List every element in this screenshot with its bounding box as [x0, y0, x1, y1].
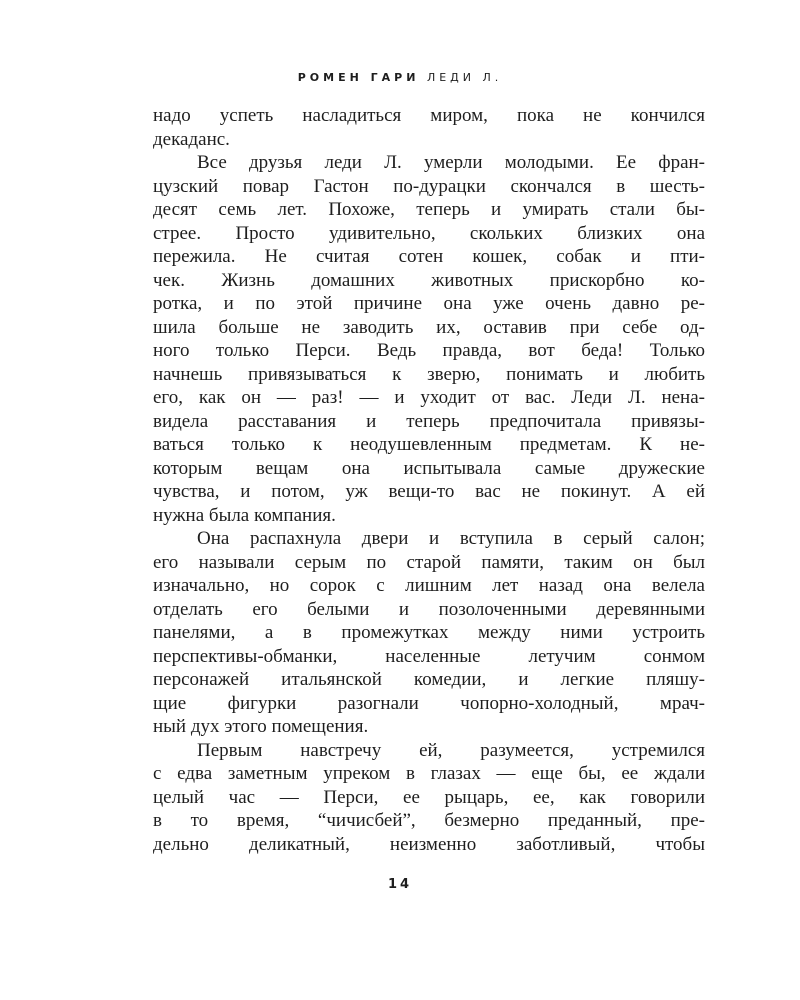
text-line: изначально, но сорок с лишним лет назад она велела: [153, 575, 705, 596]
text-line: персонажей итальянской комедии, и легкие пляшу-: [153, 669, 705, 690]
text-line: ваться только к неодушевленным предметам. К не-: [153, 434, 705, 455]
text-line: перспективы-обманки, населенные летучим сонмом: [153, 645, 705, 667]
text-line: Все друзья леди Л. умерли молодыми. Ее фран-: [197, 152, 705, 173]
text-line: отделать его белыми и позолоченными деревянными: [153, 598, 705, 620]
text-line: декаданс.: [153, 128, 230, 150]
text-line: в то время, “чичисбей”, безмерно преданный, пре-: [153, 810, 705, 831]
text-line: десят семь лет. Похоже, теперь и умирать стали бы-: [153, 199, 705, 220]
running-head-author: РОМЕН ГАРИ: [297, 71, 420, 84]
text-line: цузский повар Гастон по-дурацки скончался в шесть-: [153, 175, 705, 197]
text-line: пережила. Не считая сотен кошек, собак и пти-: [153, 246, 705, 267]
text-line: шила больше не заводить их, оставив при себе од-: [153, 316, 705, 338]
text-line: его, как он — раз! — и уходит от вас. Леди Л. нена-: [153, 387, 705, 408]
text-line: видела расставания и теперь предпочитала привязы-: [153, 410, 705, 432]
text-line: целый час — Перси, ее рыцарь, ее, как говорили: [153, 786, 705, 808]
text-line: чувства, и потом, уж вещи-то вас не покинут. А ей: [153, 481, 705, 502]
text-line: ротка, и по этой причине она уже очень давно ре-: [153, 293, 705, 314]
text-line: которым вещам она испытывала самые дружеские: [153, 457, 705, 479]
text-line: его называли серым по старой памяти, таким он был: [153, 551, 705, 573]
text-line: начнешь привязываться к зверю, понимать и любить: [153, 363, 705, 385]
text-line: панелями, а в промежутках между ними устроить: [153, 622, 705, 643]
text-line: ный дух этого помещения.: [153, 716, 369, 737]
text-line: ного только Перси. Ведь правда, вот беда! Только: [153, 340, 705, 361]
text-line: щие фигурки разогнали чопорно-холодный, мрач-: [153, 692, 705, 714]
text-line: с едва заметным упреком в глазах — еще бы, ее ждали: [153, 763, 705, 784]
text-line: надо успеть насладиться миром, пока не кончился: [153, 105, 705, 126]
text-line: чек. Жизнь домашних животных прискорбно ко-: [153, 269, 705, 291]
body-text: [153, 104, 705, 856]
text-line: стрее. Просто удивительно, скольких близких она: [153, 222, 705, 244]
text-line: нужна была компания.: [153, 504, 336, 526]
running-head: [0, 71, 800, 84]
text-line: дельно деликатный, неизменно заботливый, чтобы: [153, 833, 705, 855]
text-line: Она распахнула двери и вступила в серый салон;: [197, 528, 705, 549]
page-number: 14: [387, 877, 413, 892]
text-line: Первым навстречу ей, разумеется, устремился: [197, 739, 705, 761]
running-head-title: ЛЕДИ Л.: [426, 71, 503, 84]
